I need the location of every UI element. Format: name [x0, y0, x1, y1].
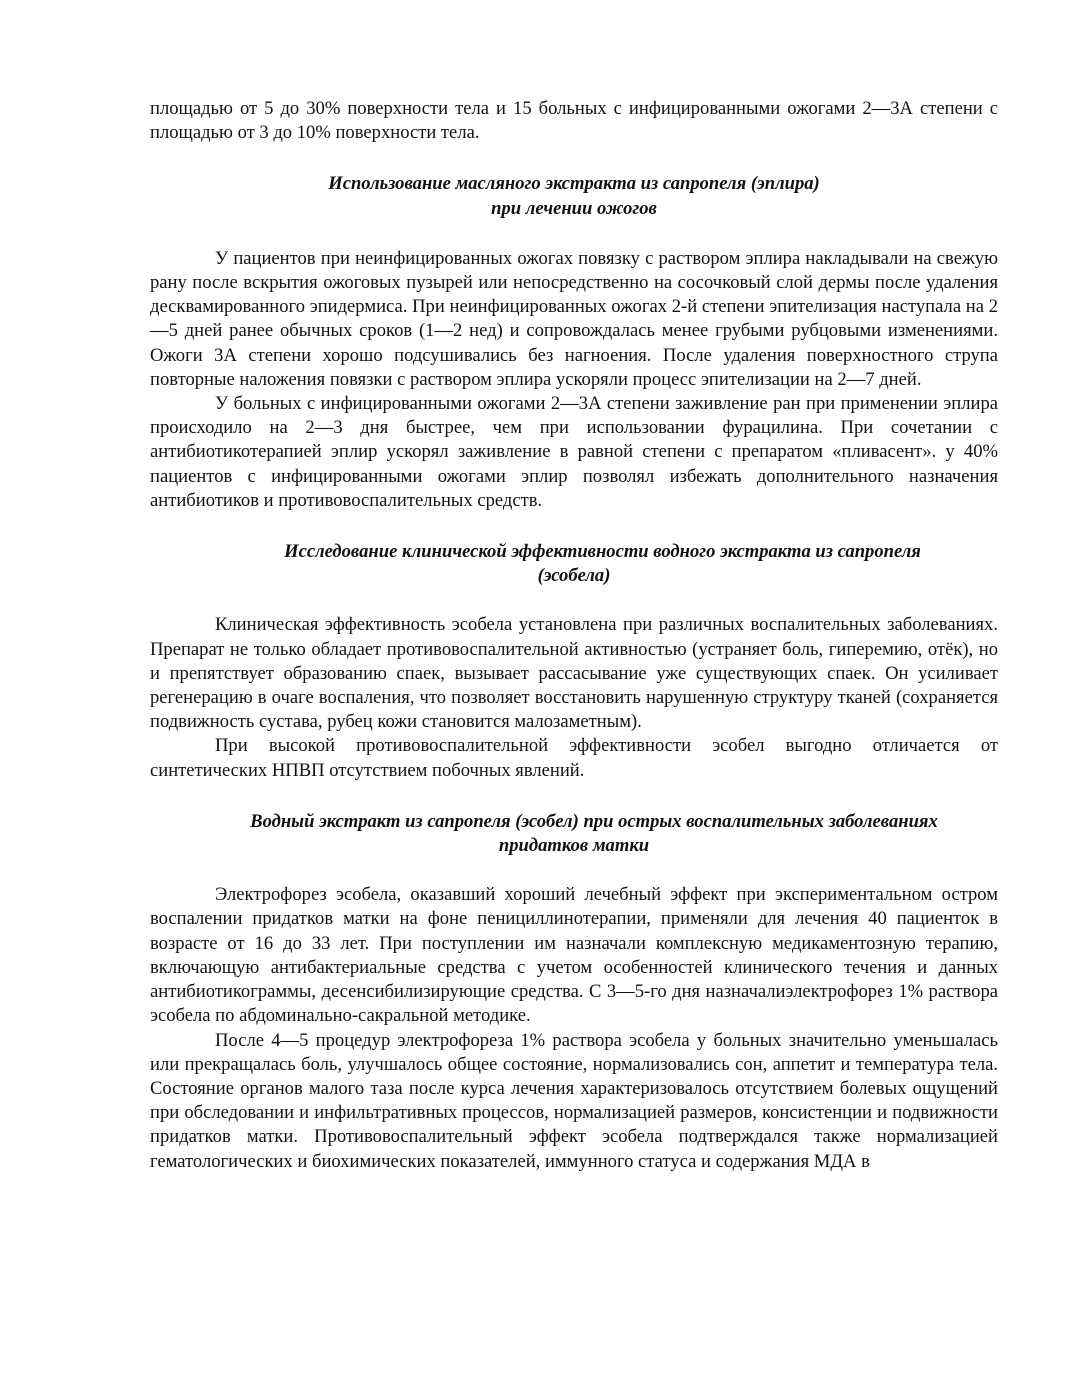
paragraph: После 4—5 процедур электрофореза 1% раствора эсобела у больных значительно уменьшалась или прекращалась боль, улучшалось общее состояние, нормализовались сон, аппетит и температура тела. Состояние органов малого таза после курса лечения характеризовалось отсутствием болевых ощущений при обследовании и инфильтративных процессов, нормализацией размеров, консистенции и подвижности придатков матки. Противовоспалительный эффект эсобела подтверждался также нормализацией гематологических и биохимических показателей, иммунного статуса и содержания МДА в	[150, 1029, 998, 1172]
paragraph: Клиническая эффективность эсобела установлена при различных воспалительных заболеваниях. Препарат не только обладает противовоспалительной активностью (устраняет боль, гиперемию, отёк), но и препятствует образованию спаек, вызывает рассасывание уже существующих спаек. Он усиливает регенерацию в очаге воспаления, что позволяет восстановить нарушенную структуру тканей (сохраняется подвижность сустава, рубец кожи становится малозаметным).	[150, 614, 998, 733]
heading-line: (эсобела)	[537, 565, 611, 587]
paragraph: У больных с инфицированными ожогами 2—3А степени заживление ран при применении эплира происходило на 2—3 дня быстрее, чем при использовании фурацилина. При сочетании с антибиотикотерапией эплир ускорял заживление в равной степени с препаратом «пливасент». у 40% пациентов с инфицированными ожогами эплир позволял избежать дополнительного назначения антибиотиков и противовоспалительных средств.	[150, 393, 998, 511]
heading-line: при лечении ожогов	[491, 197, 657, 219]
section-heading-esobel-adnexitis	[150, 810, 998, 858]
paragraph: Электрофорез эсобела, оказавший хороший лечебный эффект при экспериментальном остром воспалении придатков матки на фоне пенициллинотерапии, применяли для лечения 40 пациенток в возрасте от 16 до 33 лет. При поступлении им назначали комплексную медикаментозную терапию, включающую антибактериальные средства с учетом особенностей клинического течения и данных антибиотикограммы, десенсибилизирующие средства. С 3—5-го дня назначалиэлектрофорез 1% раствора эсобела по абдоминально-сакральной методике.	[150, 884, 998, 1027]
paragraph: У пациентов при неинфицированных ожогах повязку с раствором эплира накладывали на свежую рану после вскрытия ожоговых пузырей или непосредственно на сосочковый слой дермы после удаления десквамированного эпидермиса. При неинфицированных ожогах 2-й степени эпителизация наступала на 2—5 дней ранее обычных сроков (1—2 нед) и сопровождалась менее грубыми рубцовыми изменениями. Ожоги 3А степени хорошо подсушивались без нагноения. После удаления поверхностного струпа повторные наложения повязки с раствором эплира ускоряли процесс эпителизации на 2—7 дней.	[150, 247, 998, 390]
heading-line: Водный экстракт из сапропеля (эсобел) при острых воспалительных заболеваниях	[250, 810, 938, 832]
intro-paragraph: площадью от 5 до 30% поверхности тела и 15 больных с инфицированными ожогами 2—3А степени с площадью от 3 до 10% поверхности тела.	[150, 98, 998, 144]
section-heading-eplir	[150, 172, 998, 220]
section-heading-esobel-efficacy	[150, 540, 998, 588]
heading-line: Использование масляного экстракта из сапропеля (эплира)	[328, 173, 820, 195]
document-page	[150, 97, 998, 1174]
paragraph: При высокой противовоспалительной эффективности эсобел выгодно отличается от синтетических НПВП отсутствием побочных явлений.	[150, 735, 998, 781]
heading-line: придатков матки	[498, 835, 650, 857]
heading-line: Исследование клинической эффективности водного экстракта из сапропеля	[284, 541, 921, 563]
